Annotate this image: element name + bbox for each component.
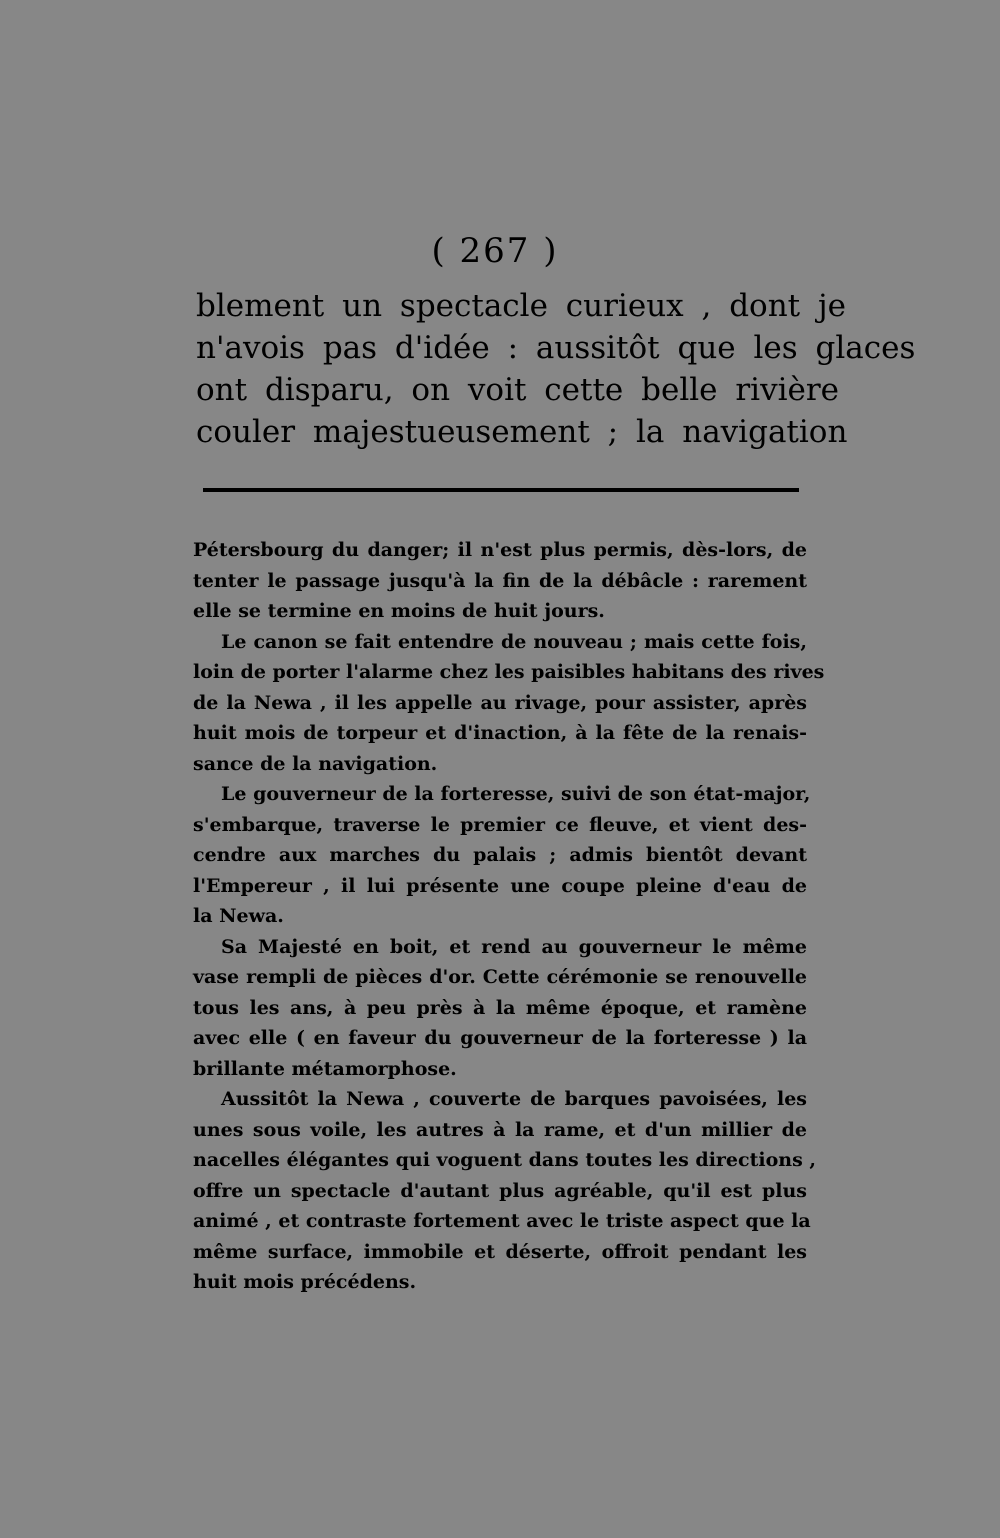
footnote-line: huit mois précédens. (193, 1271, 417, 1293)
footnote-line: tous les ans, à peu près à la même époque, et ramène (193, 996, 807, 1019)
footnote-block (193, 535, 825, 1298)
footnote-separator-rule (203, 488, 799, 492)
footnote-line: s'embarque, traverse le premier ce fleuve, et vient des- (193, 813, 807, 836)
footnote-paragraph (193, 627, 825, 780)
text-line: ont disparu, on voit cette belle rivière (196, 372, 840, 408)
page-number: ( 267 ) (431, 231, 559, 271)
footnote-line: offre un spectacle d'autant plus agréable, qu'il est plus (193, 1179, 807, 1202)
footnote-paragraph (193, 932, 807, 1085)
footnote-paragraph (193, 535, 807, 627)
footnote-line: huit mois de torpeur et d'inaction, à la fête de la renais- (193, 722, 807, 744)
footnote-line: Pétersbourg du danger; il n'est plus permis, dès-lors, de (193, 539, 807, 561)
footnote-line: loin de porter l'alarme chez les paisibles habitans des rives (193, 661, 825, 683)
footnote-line: avec elle ( en faveur du gouverneur de la forteresse ) la (193, 1027, 807, 1049)
footnote-line: sance de la navigation. (193, 752, 438, 775)
footnote-line: brillante métamorphose. (193, 1057, 457, 1080)
footnote-line: de la Newa , il les appelle au rivage, pour assister, après (193, 691, 807, 714)
footnote-line: elle se termine en moins de huit jours. (193, 600, 605, 622)
footnote-line: animé , et contraste fortement avec le triste aspect que la (193, 1210, 811, 1232)
text-line: blement un spectacle curieux , dont je (196, 288, 846, 324)
footnote-line: la Newa. (193, 905, 284, 927)
footnote-line: nacelles élégantes qui voguent dans toutes les directions , (193, 1149, 816, 1171)
footnote-line: cendre aux marches du palais ; admis bientôt devant (193, 844, 807, 866)
text-line: n'avois pas d'idée : aussitôt que les glaces (196, 330, 916, 366)
footnote-line: l'Empereur , il lui présente une coupe pleine d'eau de (193, 874, 807, 897)
footnote-line: Le canon se fait entendre de nouveau ; mais cette fois, (221, 630, 807, 653)
footnote-line: vase rempli de pièces d'or. Cette cérémonie se renouvelle (193, 966, 807, 988)
main-text-block (196, 285, 916, 453)
footnote-line: tenter le passage jusqu'à la fin de la débâcle : rarement (193, 569, 807, 592)
footnote-line: Sa Majesté en boit, et rend au gouverneur le même (221, 935, 807, 958)
text-line: couler majestueusement ; la navigation (196, 414, 848, 450)
footnote-line: Aussitôt la Newa , couverte de barques pavoisées, les (221, 1088, 807, 1110)
footnote-paragraph (193, 1084, 816, 1298)
footnote-paragraph (193, 779, 811, 932)
footnote-line: Le gouverneur de la forteresse, suivi de son état-major, (221, 783, 811, 805)
footnote-line: même surface, immobile et déserte, offroit pendant les (193, 1240, 807, 1263)
footnote-line: unes sous voile, les autres à la rame, et d'un millier de (193, 1118, 807, 1141)
